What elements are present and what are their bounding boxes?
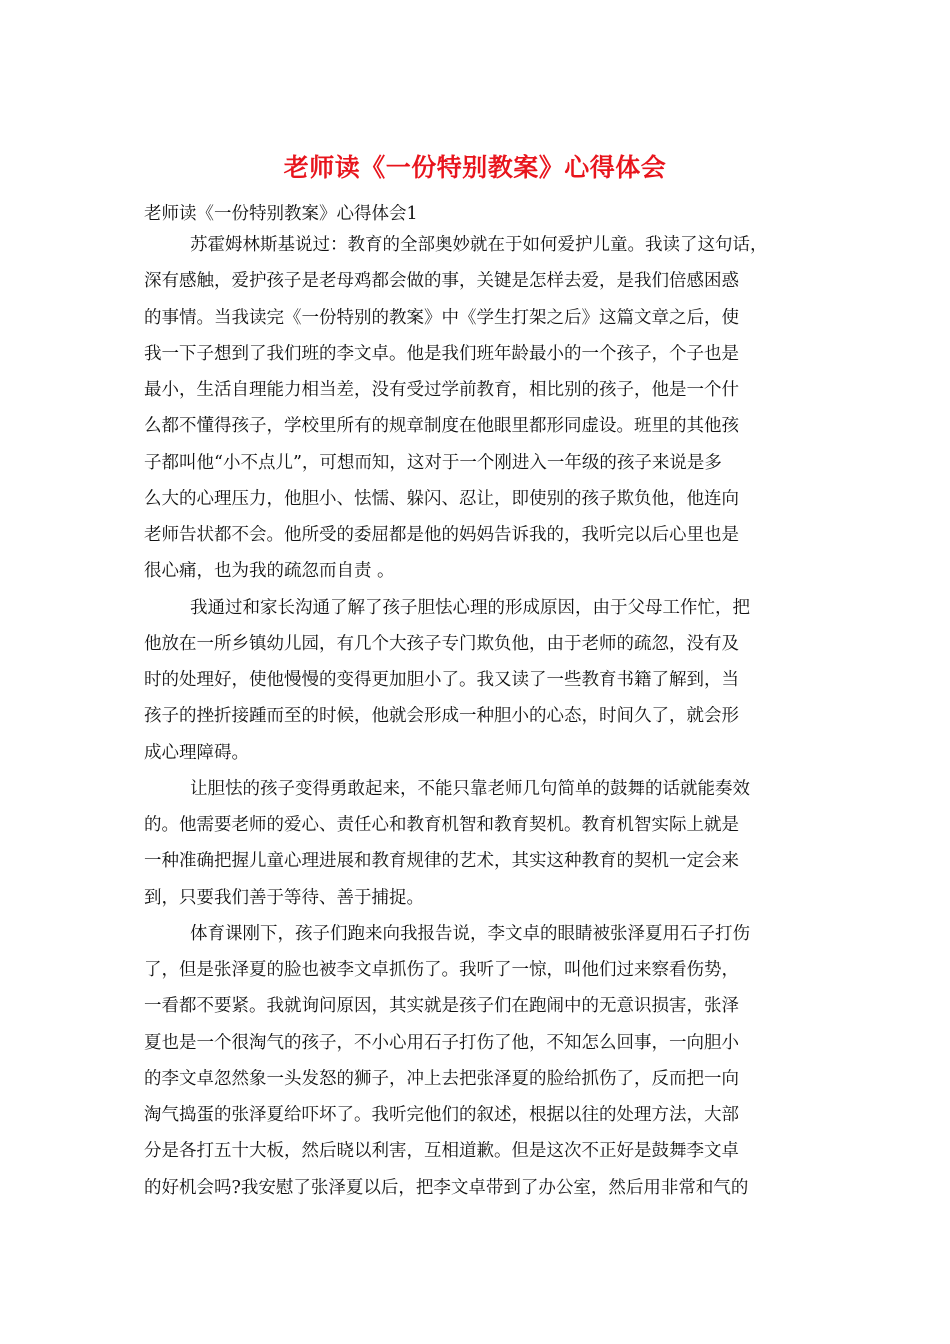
text-line: 他放在一所乡镇幼儿园，有几个大孩子专门欺负他，由于老师的疏忽，没有及	[144, 633, 739, 654]
text-line: 很心痛，也为我的疏忽而自责 。	[144, 561, 395, 582]
text-line: 我一下子想到了我们班的李文卓。他是我们班年龄最小的一个孩子，个子也是	[144, 343, 739, 364]
text-line: 的好机会吗?我安慰了张泽夏以后，把李文卓带到了办公室，然后用非常和气的	[144, 1177, 749, 1198]
text-line: 最小，生活自理能力相当差，没有受过学前教育，相比别的孩子，他是一个什	[144, 380, 739, 400]
text-line: 的李文卓忽然象一头发怒的狮子，冲上去把张泽夏的脸给抓伤了，反而把一向	[144, 1068, 739, 1089]
text-line: 体育课刚下，孩子们跑来向我报告说，李文卓的眼睛被张泽夏用石子打伤	[190, 923, 750, 944]
text-line: 苏霍姆林斯基说过：教育的全部奥妙就在于如何爱护儿童。我读了这句话，	[190, 235, 768, 255]
text-line: 的。他需要老师的爱心、责任心和教育机智和教育契机。教育机智实际上就是	[144, 815, 739, 835]
document-title: 老师读《一份特别教案》心得体会	[283, 153, 667, 182]
text-line: 时的处理好，使他慢慢的变得更加胆小了。我又读了一些教育书籍了解到，当	[144, 670, 739, 690]
text-line: 孩子的挫折接踵而至的时候，他就会形成一种胆小的心态，时间久了，就会形	[144, 706, 739, 727]
text-line: 么都不懂得孩子，学校里所有的规章制度在他眼里都形同虚设。班里的其他孩	[144, 416, 739, 437]
text-line: 我通过和家长沟通了解了孩子胆怯心理的形成原因，由于父母工作忙，把	[190, 597, 750, 618]
text-line: 了，但是张泽夏的脸也被李文卓抓伤了。我听了一惊，叫他们过来察看伤势，	[144, 960, 739, 980]
text-line: 一种准确把握儿童心理进展和教育规律的艺术，其实这种教育的契机一定会来	[144, 851, 739, 872]
text-line: 子都叫他“小不点儿”，可想而知，这对于一个刚进入一年级的孩子来说是多	[144, 452, 722, 473]
text-line: 分是各打五十大板，然后晓以利害，互相道歉。但是这次不正好是鼓舞李文卓	[144, 1141, 739, 1162]
document-body	[144, 227, 814, 1206]
text-line: 到，只要我们善于等待、善于捕捉。	[144, 887, 424, 908]
text-line: 夏也是一个很淘气的孩子，不小心用石子打伤了他，不知怎么回事，一向胆小	[144, 1032, 739, 1053]
text-line: 老师告状都不会。他所受的委屈都是他的妈妈告诉我的，我听完以后心里也是	[144, 525, 739, 545]
text-line: 么大的心理压力，他胆小、怯懦、躲闪、忍让，即使别的孩子欺负他，他连向	[144, 488, 739, 509]
text-line: 一看都不要紧。我就询问原因，其实就是孩子们在跑闹中的无意识损害，张泽	[144, 996, 739, 1017]
text-line: 的事情。当我读完《一份特别的教案》中《学生打架之后》这篇文章之后，使	[144, 307, 739, 328]
text-line: 让胆怯的孩子变得勇敢起来，不能只靠老师几句简单的鼓舞的话就能奏效	[190, 778, 750, 799]
text-line: 深有感触，爱护孩子是老母鸡都会做的事，关键是怎样去爱，是我们倍感困惑	[144, 271, 739, 292]
document-subtitle: 老师读《一份特别教案》心得体会1	[144, 204, 418, 224]
text-line: 成心理障碍。	[144, 742, 249, 763]
text-line: 淘气捣蛋的张泽夏给吓坏了。我听完他们的叙述，根据以往的处理方法，大部	[144, 1105, 739, 1125]
